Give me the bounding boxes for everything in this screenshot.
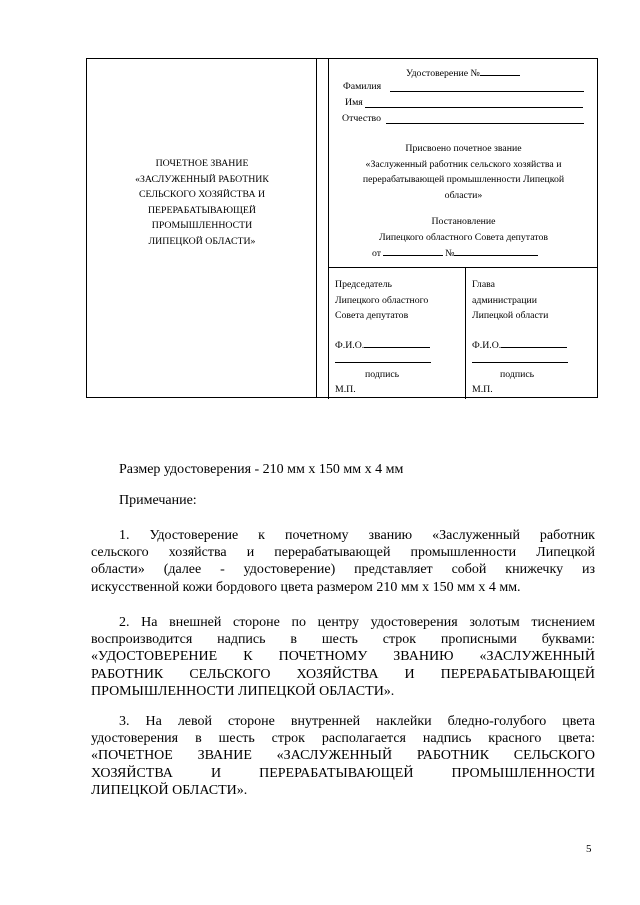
cover-line: «ЗАСЛУЖЕННЫЙ РАБОТНИК — [135, 173, 269, 185]
chairman-fio-label: Ф.И.О. — [335, 340, 365, 351]
certificate-signatures-block — [328, 268, 597, 399]
certificate-cover-side — [87, 59, 317, 397]
decree-text — [329, 214, 598, 245]
cover-line: ЛИПЕЦКОЙ ОБЛАСТИ» — [148, 235, 256, 247]
decree-line: Липецкого областного Совета депутатов — [379, 231, 548, 243]
awarded-line: области» — [444, 189, 483, 201]
chairman-title: Председатель Липецкого областного Совета депутатов — [335, 279, 429, 321]
certificate-size-text: Размер удостоверения - 210 мм х 150 мм х 4 мм — [119, 462, 404, 477]
certificate-layout — [86, 58, 598, 398]
certificate-number-line — [406, 66, 520, 80]
awarded-line: перерабатывающей промышленности Липецкой — [362, 174, 565, 185]
decree-from-label: от — [372, 248, 382, 259]
certificate-number-label: Удостоверение № — [406, 68, 480, 79]
awarded-line: Присвоено почетное звание — [405, 143, 522, 154]
patronymic-line — [342, 113, 381, 125]
awarded-text — [329, 141, 598, 203]
head-signature-label: подпись — [500, 369, 535, 380]
cover-line: ПРОМЫШЛЕННОСТИ — [151, 220, 253, 231]
paragraph-2: 2. На внешней стороне по центру удостоверения золотым тиснением воспроизводится надпись в шесть строк прописными буквами: «УДОСТОВЕРЕНИЕ К ПОЧЕТНОМУ ЗВАНИЮ «ЗАСЛУЖЕННЫЙ РАБОТНИК СЕЛЬСКОГО ХОЗЯЙСТВА И ПЕРЕРАБАТЫВАЮЩЕЙ ПРОМЫШЛЕННОСТИ ЛИПЕЦКОЙ ОБЛАСТИ». — [91, 615, 595, 699]
name-label: Имя — [345, 97, 363, 108]
surname-label: Фамилия — [343, 81, 382, 92]
certificate-inner-side — [317, 59, 597, 397]
name-line — [345, 97, 363, 109]
head-fio-line — [472, 338, 567, 352]
decree-date-line — [372, 246, 538, 260]
surname-line — [343, 81, 381, 93]
patronymic-label: Отчество — [342, 113, 381, 124]
cover-line: ПЕРЕРАБАТЫВАЮЩЕЙ — [147, 204, 256, 216]
head-title: Глава администрации Липецкой области — [472, 279, 549, 321]
certificate-details-block — [328, 59, 597, 268]
paragraph-1: 1. Удостоверение к почетному званию «Заслуженный работник сельского хозяйства и перерабатывающей промышленности Липецкой области» (далее - удостоверение) представляет собой книжечку из искусственной кожи бордового цвета размером 210 мм х 150 мм х 4 мм. — [91, 528, 595, 595]
note-label: Примечание: — [119, 493, 197, 508]
page-number: 5 — [586, 843, 592, 855]
cover-inscription — [87, 156, 317, 249]
decree-line: Постановление — [431, 216, 496, 227]
chairman-stamp-label: М.П. — [335, 384, 356, 395]
cover-line: ПОЧЕТНОЕ ЗВАНИЕ — [155, 158, 249, 169]
chairman-signature-label: подпись — [365, 369, 400, 380]
decree-number-label: № — [445, 248, 455, 259]
chairman-fio-line — [335, 338, 430, 352]
cover-line: СЕЛЬСКОГО ХОЗЯЙСТВА И — [138, 189, 266, 200]
head-fio-label: Ф.И.О. — [472, 340, 502, 351]
awarded-line: «Заслуженный работник сельского хозяйства и — [365, 158, 562, 170]
paragraph-3: 3. На левой стороне внутренней наклейки бледно-голубого цвета удостоверения в шесть строк располагается надпись красного цвета: «ПОЧЕТНОЕ ЗВАНИЕ «ЗАСЛУЖЕННЫЙ РАБОТНИК СЕЛЬСКОГО ХОЗЯЙСТВА И ПЕРЕРАБАТЫВАЮЩЕЙ ПРОМЫШЛЕННОСТИ ЛИПЕЦКОЙ ОБЛАСТИ». — [91, 714, 595, 798]
head-stamp-label: М.П. — [472, 384, 493, 395]
